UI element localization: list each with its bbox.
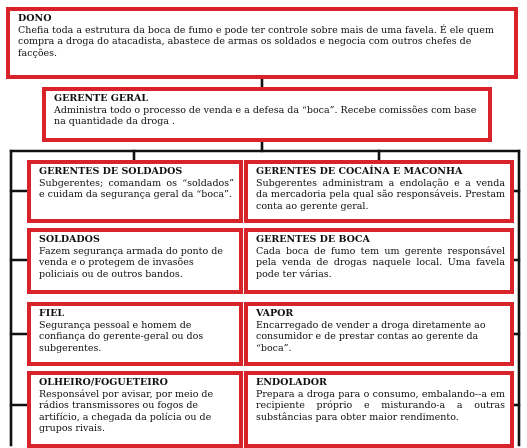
role-vapor [244, 302, 514, 366]
role-olheiro-fogueteiro [27, 371, 243, 448]
role-gerentes-de-boca-title: GERENTES DE BOCA [256, 234, 370, 245]
role-gerentes-de-cocaina-title: GERENTES DE COCAÍNA E MACONHA [256, 166, 463, 177]
role-gerentes-de-boca [244, 228, 514, 294]
role-gerentes-de-soldados-title: GERENTES DE SOLDADOS [39, 166, 183, 177]
role-gerente-geral [42, 87, 492, 142]
role-fiel-description: Segurança pessoal e homem de confiança do gerente-geral ou dos subgerentes. [39, 320, 204, 354]
role-dono-title: DONO [18, 13, 52, 24]
role-soldados [27, 228, 243, 294]
role-endolador-description: Prepara a droga para o consumo, embalando--a em recipiente próprio e misturando-a a outras substâncias para obter maior rendimento. [256, 389, 505, 423]
role-gerentes-de-cocaina [244, 160, 514, 223]
role-gerentes-de-soldados [27, 160, 243, 223]
role-gerente-geral-description: Administra todo o processo de venda e a defesa da “boca”. Recebe comissões com base na quantidade da droga . [54, 105, 477, 128]
role-olheiro-fogueteiro-description: Responsável por avisar, por meio de rádios transmissores ou fogos de artifício, a chegada da polícia ou de grupos rivais. [39, 389, 214, 435]
role-olheiro-fogueteiro-title: OLHEIRO/FOGUETEIRO [39, 377, 168, 388]
role-soldados-description: Fazem segurança armada do ponto de venda e o protegem de invasões policiais ou de outros bandos. [39, 246, 223, 280]
role-soldados-title: SOLDADOS [39, 234, 100, 245]
role-gerentes-de-soldados-description: Subgerentes; comandam os “soldados” e cuidam da segurança geral da “boca”. [39, 178, 234, 201]
role-dono-description: Chefia toda a estrutura da boca de fumo e pode ter controle sobre mais de uma favela. É ele quem compra a droga do atacadista, abastece de armas os soldados e negocia com outros chefes de facções. [18, 25, 494, 59]
role-gerentes-de-cocaina-description: Subgerentes administram a endolação e a venda da mercadoria pela qual são responsáveis. Prestam conta ao gerente geral. [256, 178, 505, 212]
role-fiel-title: FIEL [39, 308, 65, 319]
role-gerentes-de-boca-description: Cada boca de fumo tem um gerente responsável pela venda de drogas naquele local. Uma favela pode ter várias. [256, 246, 505, 280]
role-gerente-geral-title: GERENTE GERAL [54, 93, 149, 104]
role-dono [6, 7, 518, 79]
role-fiel [27, 302, 243, 366]
role-endolador-title: ENDOLADOR [256, 377, 327, 388]
role-vapor-title: VAPOR [256, 308, 294, 319]
role-vapor-description: Encarregado de vender a droga diretamente ao consumidor e de prestar contas ao gerente da “boca”. [256, 320, 486, 354]
role-endolador [244, 371, 514, 448]
